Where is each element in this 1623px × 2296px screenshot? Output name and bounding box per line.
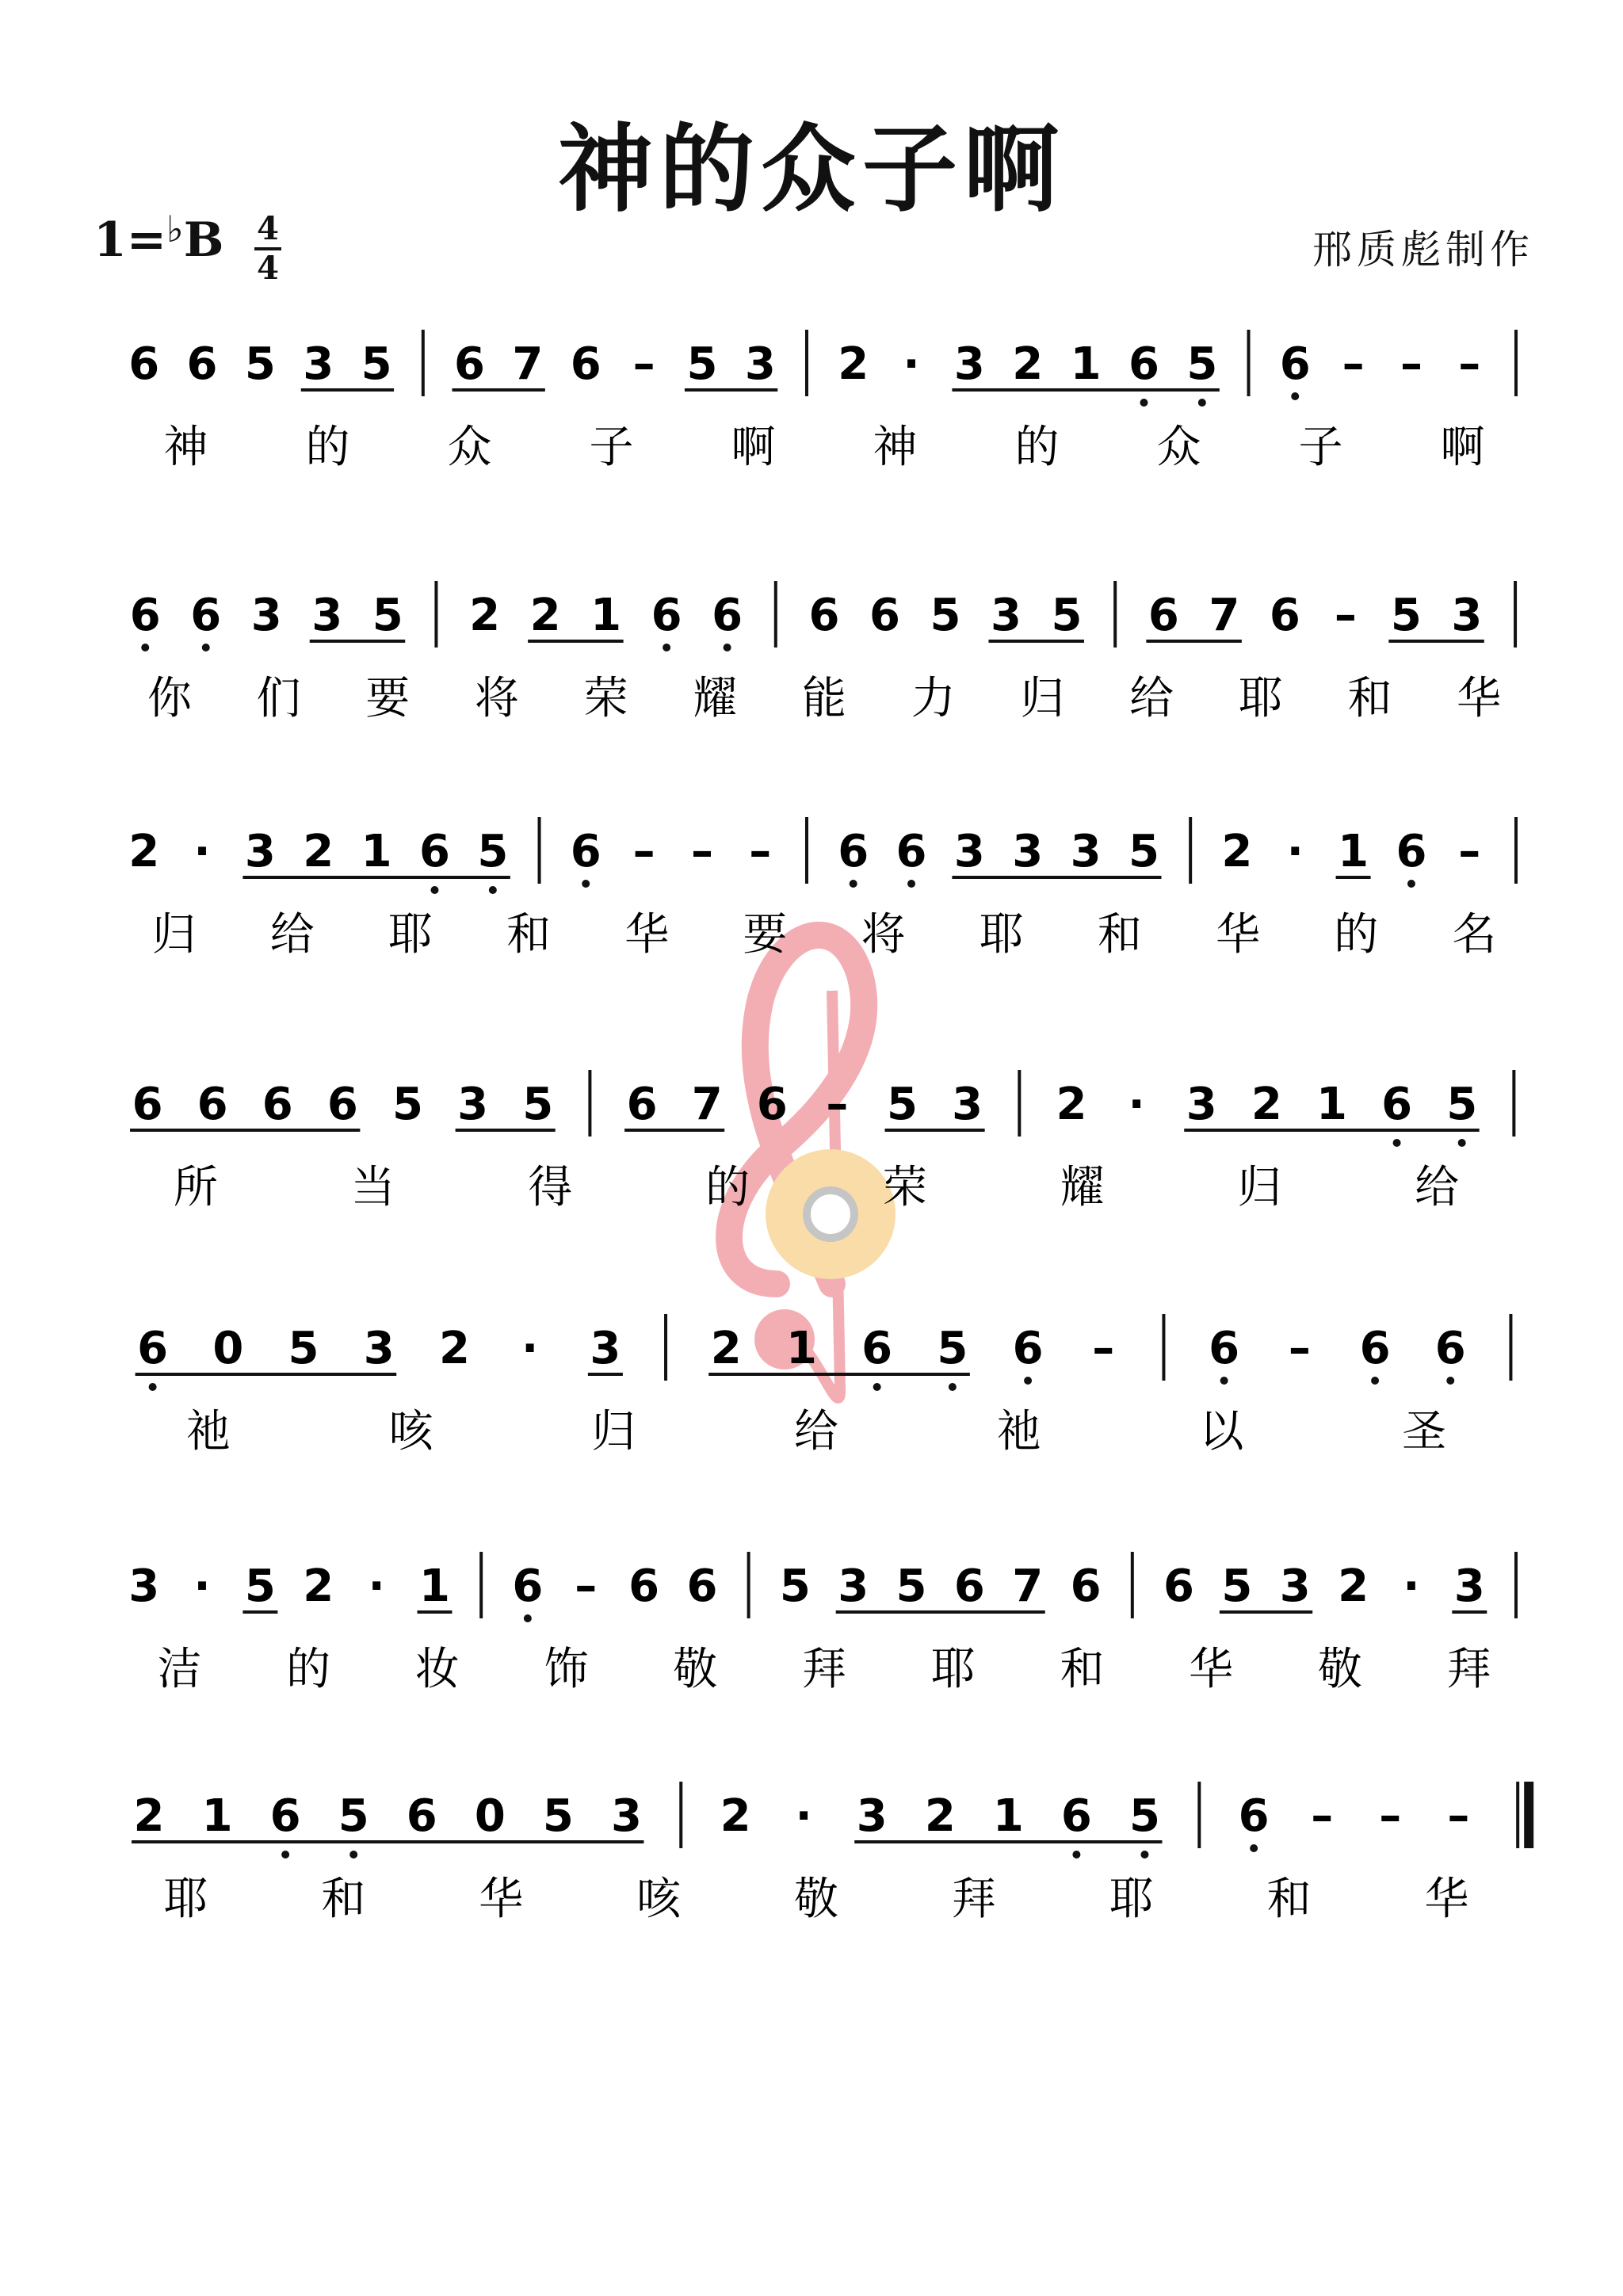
note: 3 [610, 1790, 642, 1842]
lyric-char: 给 [269, 909, 315, 961]
low-octave-dot [430, 886, 438, 894]
lyric-char: 耶 [930, 1644, 976, 1695]
note: 2 [720, 1790, 751, 1842]
note: – [575, 1561, 598, 1612]
note: 6 [262, 1079, 293, 1130]
lyric-char: 和 [1097, 909, 1142, 961]
lyric-char: 归 [1237, 1162, 1282, 1213]
note: 2 [1012, 338, 1044, 390]
low-octave-dot [1446, 1377, 1454, 1385]
lyric-char: 所 [173, 1162, 218, 1213]
note: 5 [686, 338, 718, 390]
note: 1 [785, 1323, 817, 1374]
lyric-char: 和 [506, 909, 552, 961]
note: 3 [856, 1790, 888, 1842]
note: 2 [710, 1323, 742, 1374]
note: 6 [1060, 1790, 1092, 1842]
note: – [749, 826, 772, 877]
note: 3 [1453, 1561, 1485, 1612]
note: 3 [363, 1323, 395, 1374]
note: 3 [311, 590, 343, 641]
note: 5 [477, 826, 509, 877]
lyric-char: 和 [1266, 1874, 1312, 1925]
low-octave-dot [489, 886, 497, 894]
note: 2 [1056, 1079, 1087, 1130]
note: 5 [1128, 1790, 1160, 1842]
score-line [128, 1552, 1516, 1695]
note: 3 [991, 590, 1022, 641]
note: 5 [288, 1323, 319, 1374]
note: 6 [1359, 1323, 1391, 1374]
note: 2 [128, 826, 160, 877]
lyric-char: 要 [365, 673, 411, 724]
note: · [1286, 826, 1304, 877]
low-octave-dot [202, 644, 210, 651]
lyric-char: 神 [163, 422, 208, 473]
lyric-char: 和 [1347, 673, 1392, 724]
score-line [130, 581, 1515, 724]
note: – [1288, 1323, 1311, 1374]
lyric-char: 敬 [1317, 1644, 1362, 1695]
note: 2 [438, 1323, 470, 1374]
lyric-char: 力 [911, 673, 956, 724]
low-octave-dot [281, 1851, 289, 1859]
lyric-char: 子 [589, 422, 634, 473]
lyric-char: 耶 [1109, 1874, 1154, 1925]
note: · [193, 1561, 211, 1612]
note: 5 [522, 1079, 554, 1130]
lyric-char: 将 [861, 909, 906, 961]
lyric-char: 能 [802, 673, 846, 724]
note: 6 [406, 1790, 437, 1842]
lyric-char: 耶 [1238, 673, 1283, 724]
low-octave-dot [1220, 1377, 1228, 1385]
lyric-char: 拜 [951, 1874, 996, 1925]
lyric-char: 以 [1199, 1406, 1244, 1457]
lyric-char: 你 [147, 673, 192, 724]
lyric-char: 的 [1334, 909, 1379, 961]
note: 6 [327, 1079, 358, 1130]
note: · [1128, 1079, 1145, 1130]
note: 6 [1148, 590, 1179, 641]
note: 6 [1238, 1790, 1270, 1842]
note: 2 [303, 1561, 334, 1612]
note: 1 [1338, 826, 1369, 877]
lyric-char: 祂 [996, 1406, 1041, 1457]
lyric-char: 耀 [693, 673, 738, 724]
low-octave-dot [1140, 1851, 1148, 1859]
low-octave-dot [1024, 1377, 1032, 1385]
lyric-char: 饰 [544, 1644, 589, 1695]
note: 6 [626, 1079, 658, 1130]
note: 2 [303, 826, 334, 877]
note: · [193, 826, 211, 877]
lyric-char: 耶 [163, 1874, 208, 1925]
low-octave-dot [524, 1614, 532, 1622]
note: 6 [686, 1561, 718, 1612]
flat-sign: ♭ [166, 208, 184, 250]
note: · [368, 1561, 385, 1612]
lyric-char: 的 [705, 1162, 750, 1213]
note: 6 [712, 590, 743, 641]
lyric-char: 的 [305, 422, 350, 473]
note: 2 [1221, 826, 1253, 877]
time-signature-bottom: 4 [257, 250, 279, 287]
lyric-char: 归 [591, 1406, 636, 1457]
note: – [1334, 590, 1357, 641]
low-octave-dot [141, 644, 149, 651]
note: – [1458, 826, 1481, 877]
lyric-char: 华 [1457, 673, 1502, 724]
note: · [521, 1323, 539, 1374]
note: 5 [1186, 338, 1218, 390]
note: 6 [1012, 1323, 1044, 1374]
note: 5 [1390, 590, 1422, 641]
note: – [826, 1079, 849, 1130]
note: 2 [838, 338, 869, 390]
lyric-char: 耀 [1060, 1162, 1105, 1213]
low-octave-dot [663, 644, 670, 651]
note: 3 [590, 1323, 621, 1374]
lyric-char: 圣 [1402, 1406, 1447, 1457]
score-line [132, 1782, 1529, 1925]
note: 3 [952, 1079, 983, 1130]
note: 5 [1221, 1561, 1253, 1612]
note: 6 [1209, 1323, 1240, 1374]
lyric-char: 得 [528, 1162, 573, 1213]
lyric-char: 拜 [802, 1644, 846, 1695]
note: 6 [1434, 1323, 1466, 1374]
note: 1 [992, 1790, 1024, 1842]
note: 6 [454, 338, 485, 390]
note: 0 [474, 1790, 506, 1842]
note: – [690, 826, 713, 877]
low-octave-dot [1198, 399, 1206, 407]
lyric-char: 的 [1014, 422, 1060, 473]
note: 3 [457, 1079, 489, 1130]
note: 6 [418, 826, 450, 877]
key-prefix: 1= [94, 212, 167, 268]
note: · [1403, 1561, 1420, 1612]
note: 6 [186, 338, 218, 390]
author-credit: 邢质彪制作 [1312, 227, 1534, 273]
note: 6 [129, 590, 161, 641]
note: – [1311, 1790, 1334, 1842]
lyric-char: 华 [479, 1874, 524, 1925]
lyric-char: 咳 [388, 1406, 433, 1457]
low-octave-dot [1393, 1139, 1401, 1147]
note: 6 [269, 1790, 301, 1842]
note: 6 [756, 1079, 788, 1130]
note: 6 [1279, 338, 1311, 390]
note: 5 [1128, 826, 1159, 877]
note: 5 [896, 1561, 927, 1612]
note: 7 [1012, 1561, 1044, 1612]
note: 6 [570, 826, 601, 877]
note: 0 [212, 1323, 244, 1374]
note: – [632, 338, 655, 390]
note: 5 [244, 338, 276, 390]
note: 6 [838, 826, 869, 877]
note: 6 [869, 590, 900, 641]
note: 6 [1269, 590, 1300, 641]
note: 3 [1279, 1561, 1311, 1612]
key-letter: B [183, 212, 224, 268]
note: 5 [392, 1079, 423, 1130]
note: 3 [244, 826, 276, 877]
note: 6 [570, 338, 601, 390]
note: 6 [896, 826, 927, 877]
lyric-char: 啊 [1440, 422, 1485, 473]
lyric-char: 和 [1060, 1644, 1105, 1695]
lyric-char: 拜 [1446, 1644, 1491, 1695]
note: 1 [590, 590, 622, 641]
lyric-char: 归 [151, 909, 197, 961]
low-octave-dot [907, 880, 915, 888]
low-octave-dot [1072, 1851, 1080, 1859]
lyric-char: 要 [743, 909, 788, 961]
note: 5 [542, 1790, 574, 1842]
note: 1 [361, 826, 392, 877]
lyric-char: 荣 [882, 1162, 927, 1213]
lyric-char: 给 [1129, 673, 1174, 724]
note: 5 [937, 1323, 968, 1374]
note: 6 [512, 1561, 544, 1612]
note: 5 [361, 338, 392, 390]
note: 3 [1186, 1079, 1217, 1130]
lyric-char: 啊 [731, 422, 776, 473]
lyric-char: 给 [794, 1406, 838, 1457]
score-line [128, 330, 1516, 473]
lyric-char: 华 [1424, 1874, 1469, 1925]
note: 1 [1316, 1079, 1347, 1130]
note: 2 [924, 1790, 956, 1842]
low-octave-dot [1291, 392, 1299, 400]
time-signature-top: 4 [257, 210, 279, 247]
low-octave-dot [149, 1383, 157, 1391]
note: – [1458, 338, 1481, 390]
note: 1 [201, 1790, 233, 1842]
low-octave-dot [1250, 1844, 1258, 1852]
lyric-char: 耶 [388, 909, 433, 961]
lyric-char: 妆 [414, 1644, 460, 1695]
note: 5 [338, 1790, 369, 1842]
lyric-char: 洁 [157, 1644, 202, 1695]
note: 7 [691, 1079, 723, 1130]
note: 3 [303, 338, 334, 390]
note: – [1342, 338, 1365, 390]
note: 3 [953, 338, 985, 390]
note: 6 [190, 590, 222, 641]
note: 5 [930, 590, 961, 641]
note: 6 [1396, 826, 1427, 877]
note: 7 [1209, 590, 1240, 641]
low-octave-dot [850, 880, 857, 888]
low-octave-dot [1407, 880, 1415, 888]
low-octave-dot [582, 880, 590, 888]
note: 5 [887, 1079, 918, 1130]
note: 3 [1451, 590, 1483, 641]
note: 5 [244, 1561, 276, 1612]
note: 5 [372, 590, 403, 641]
note: 6 [132, 1079, 163, 1130]
note: 6 [1070, 1561, 1102, 1612]
note: · [795, 1790, 812, 1842]
note: 2 [133, 1790, 165, 1842]
song-title: 神的众子啊 [558, 115, 1065, 225]
note: 2 [529, 590, 561, 641]
note: 3 [744, 338, 776, 390]
lyric-char: 们 [256, 673, 301, 724]
note: · [903, 338, 920, 390]
note: 3 [953, 826, 985, 877]
note: 6 [861, 1323, 893, 1374]
note: 6 [808, 590, 840, 641]
note: 6 [197, 1079, 228, 1130]
low-octave-dot [1458, 1139, 1466, 1147]
lyric-char: 的 [286, 1644, 331, 1695]
lyric-char: 敬 [673, 1644, 718, 1695]
lyric-char: 敬 [794, 1874, 838, 1925]
note: 5 [1051, 590, 1083, 641]
lyric-char: 子 [1298, 422, 1343, 473]
note: 3 [1012, 826, 1044, 877]
note: 1 [418, 1561, 450, 1612]
note: 6 [1128, 338, 1159, 390]
low-octave-dot [949, 1383, 957, 1391]
note: 6 [137, 1323, 169, 1374]
note: – [1447, 1790, 1470, 1842]
note: 6 [628, 1561, 660, 1612]
note: – [1379, 1790, 1402, 1842]
note: 3 [250, 590, 282, 641]
note: 2 [1338, 1561, 1369, 1612]
note: 6 [953, 1561, 985, 1612]
lyric-char: 众 [1156, 422, 1201, 473]
lyric-char: 耶 [979, 909, 1024, 961]
low-octave-dot [349, 1851, 357, 1859]
note: 7 [512, 338, 544, 390]
lyric-char: 给 [1415, 1162, 1460, 1213]
lyric-char: 众 [447, 422, 492, 473]
note: – [632, 826, 655, 877]
note: 6 [128, 338, 160, 390]
lyric-char: 神 [873, 422, 918, 473]
note: 2 [469, 590, 501, 641]
note: 2 [1251, 1079, 1282, 1130]
note: – [1092, 1323, 1115, 1374]
lyric-char: 荣 [583, 673, 628, 724]
lyric-char: 祂 [185, 1406, 231, 1457]
lyric-char: 华 [624, 909, 670, 961]
note: 1 [1070, 338, 1102, 390]
low-octave-dot [1140, 399, 1148, 407]
note: 6 [651, 590, 682, 641]
lyric-char: 和 [321, 1874, 366, 1925]
lyric-char: 华 [1216, 909, 1261, 961]
lyric-char: 归 [1020, 673, 1065, 724]
note: 3 [128, 1561, 160, 1612]
lyric-char: 名 [1452, 909, 1497, 961]
note: 3 [1070, 826, 1102, 877]
note: – [1400, 338, 1423, 390]
low-octave-dot [724, 644, 731, 651]
note: 5 [779, 1561, 811, 1612]
lyric-char: 当 [350, 1162, 395, 1213]
note: 6 [1163, 1561, 1194, 1612]
note: 6 [1381, 1079, 1413, 1130]
low-octave-dot [873, 1383, 881, 1391]
note: 5 [1446, 1079, 1478, 1130]
lyric-char: 将 [474, 673, 519, 724]
lyric-char: 咳 [636, 1874, 682, 1925]
low-octave-dot [1371, 1377, 1379, 1385]
lyric-char: 华 [1189, 1644, 1234, 1695]
note: 3 [838, 1561, 869, 1612]
